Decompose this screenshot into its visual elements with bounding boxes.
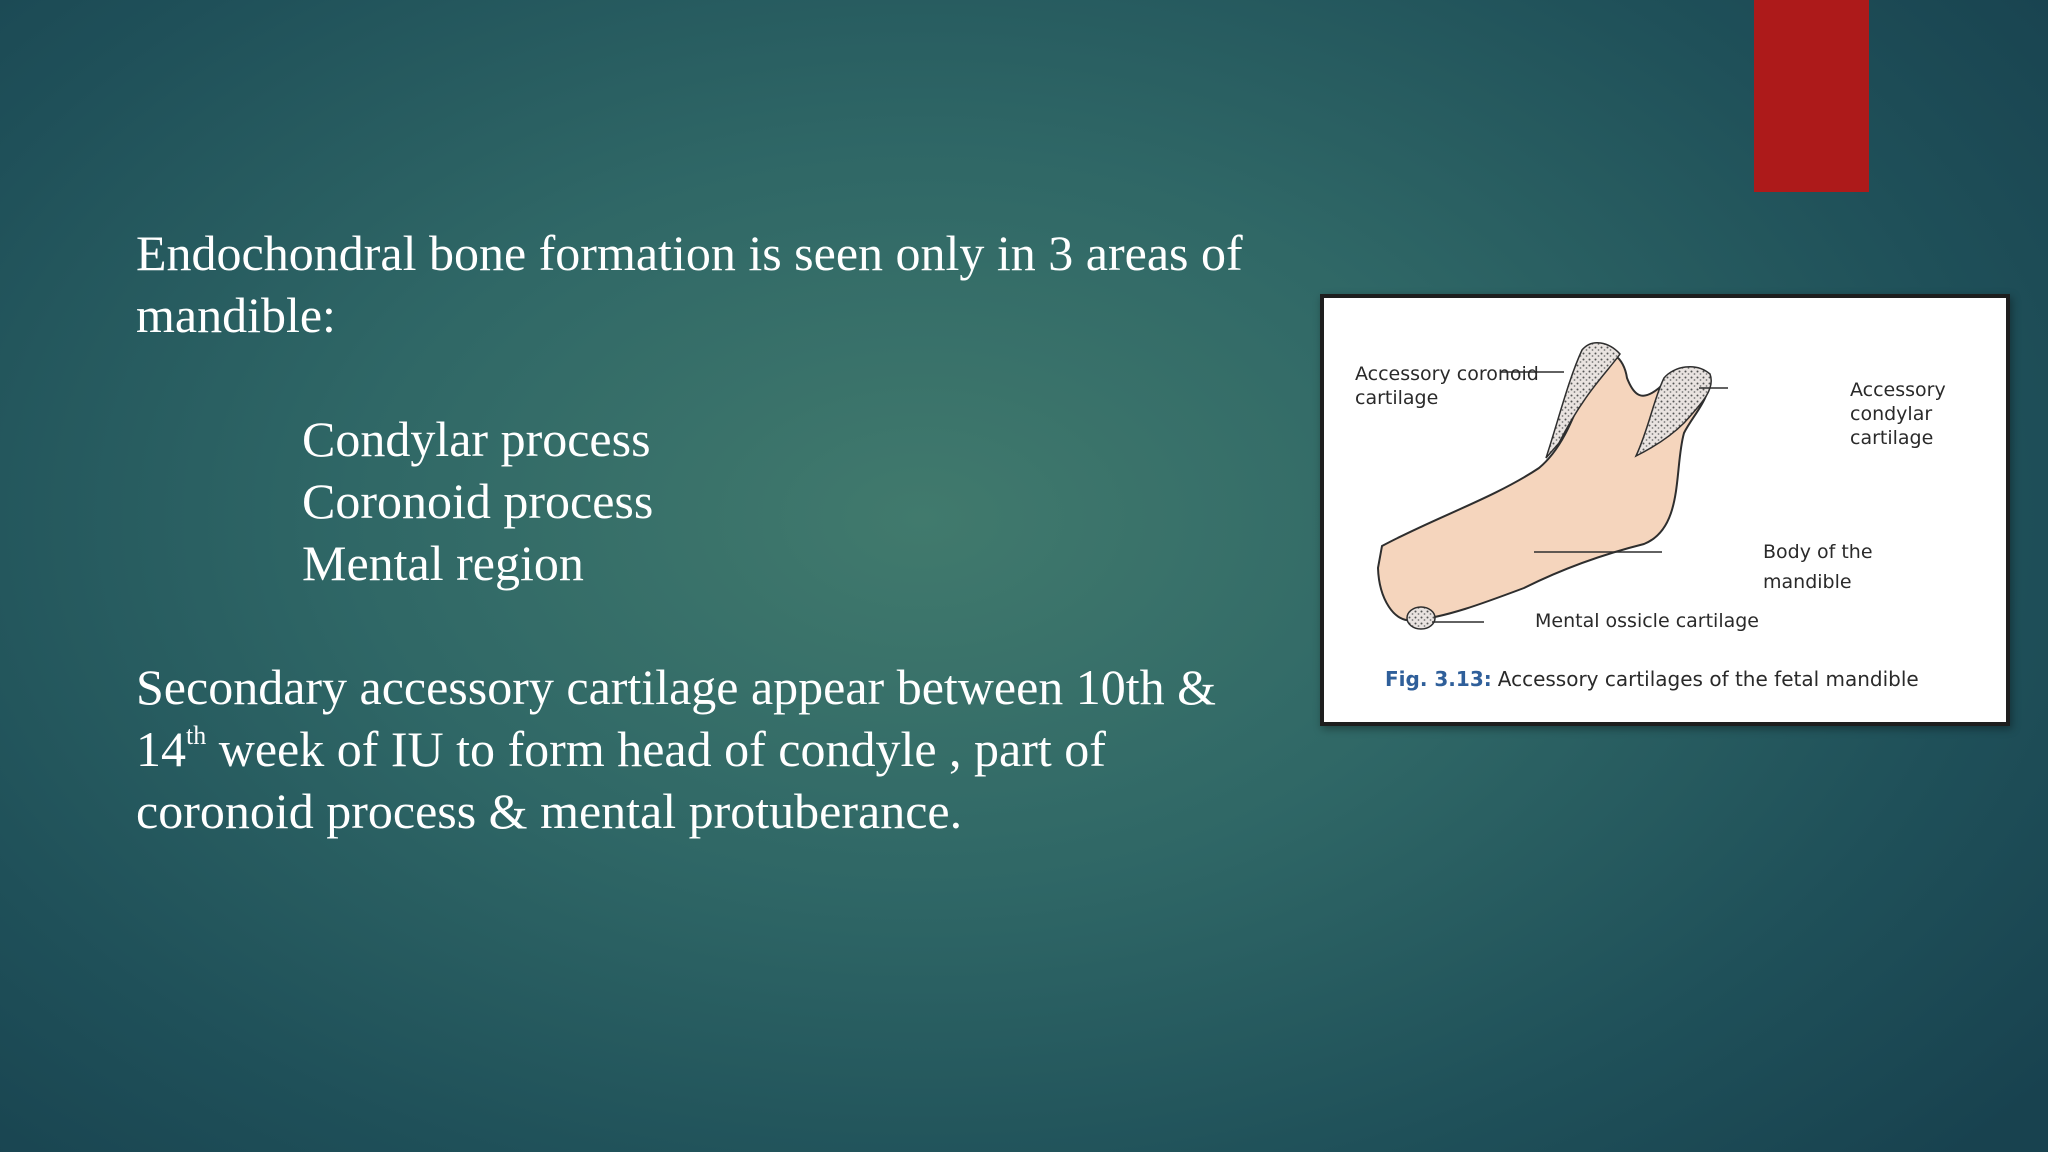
label-body-mandible: Body of the mandible (1763, 541, 1873, 593)
label-mental-ossicle: Mental ossicle cartilage (1535, 610, 1759, 632)
areas-list (136, 408, 1276, 594)
secondary-text-part2: week of IU to form head of condyle , part of coronoid process & mental protuberance. (136, 721, 1106, 839)
secondary-superscript: th (186, 721, 207, 750)
area-mental: Mental region (302, 535, 584, 591)
secondary-text (136, 656, 1276, 842)
figure-caption (1385, 667, 1919, 691)
intro-text: Endochondral bone formation is seen only in 3 areas of mandible: (136, 225, 1243, 343)
mandible-figure (1320, 294, 2010, 726)
caption-text: Accessory cartilages of the fetal mandible (1497, 667, 1919, 691)
mental-ossicle (1407, 607, 1435, 629)
area-coronoid: Coronoid process (302, 473, 654, 529)
slide-text (136, 222, 1276, 842)
accent-bar (1754, 0, 1869, 192)
secondary-text-part1: Secondary accessory cartilage appear between 10th & 14 (136, 659, 1217, 777)
label-accessory-coronoid: Accessory coronoid cartilage (1355, 363, 1539, 409)
label-accessory-condylar: Accessory condylar cartilage (1850, 379, 1946, 449)
caption-number: Fig. 3.13: (1385, 667, 1492, 691)
area-condylar: Condylar process (302, 411, 651, 467)
